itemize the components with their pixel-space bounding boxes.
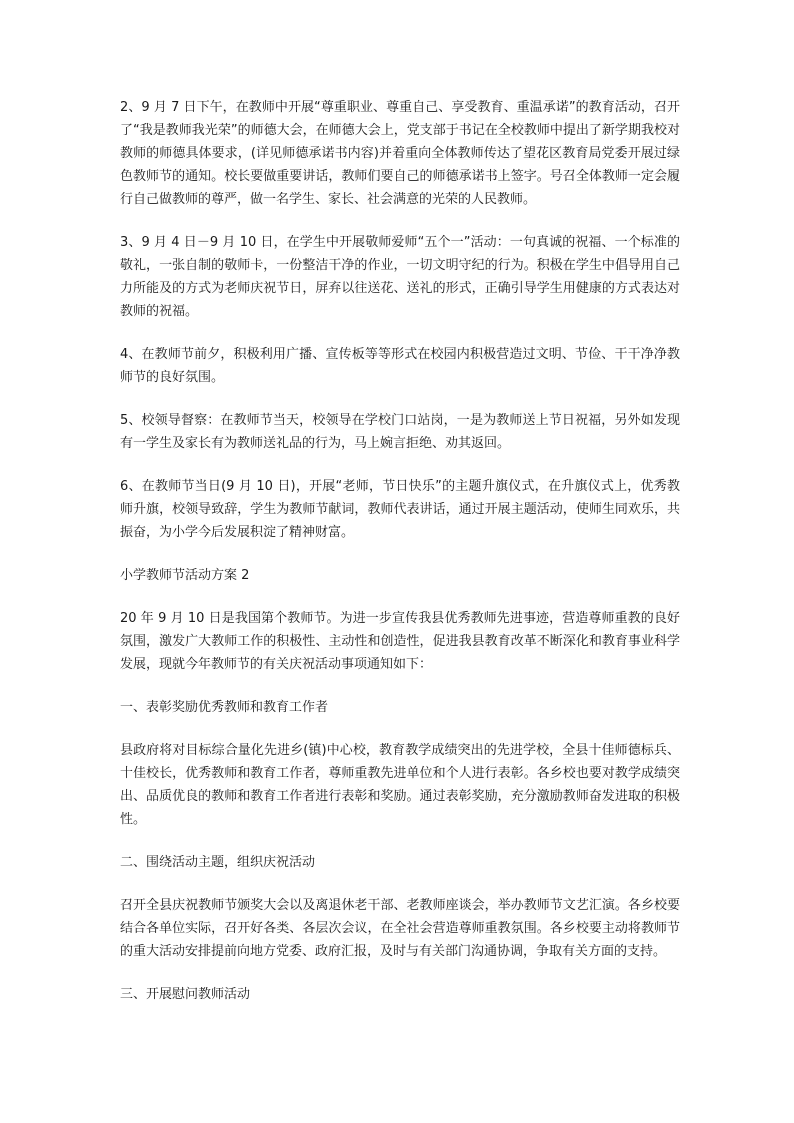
paragraph-item-6: 6、在教师节当日(9 月 10 日)，开展“老师，节日快乐”的主题升旗仪式，在升旗仪式上，优秀教师升旗，校领导致辞，学生为教师节献词，教师代表讲话，通过开展主题活动，使师生同欢乐，共振奋，为小学今后发展积淀了精神财富。 — [120, 479, 680, 540]
paragraph-intro: 20 年 9 月 10 日是我国第个教师节。为进一步宣传我县优秀教师先进事迹，营造尊师重教的良好氛围，激发广大教师工作的积极性、主动性和创造性，促进我县教育改革不断深化和教育事业科学发展，现就今年教师节的有关庆祝活动事项通知如下： — [120, 611, 680, 672]
paragraph-item-3: 3、9 月 4 日－9 月 10 日，在学生中开展敬师爱师“五个一”活动：一句真诚的祝福、一个标准的敬礼，一张自制的敬师卡，一份整洁干净的作业，一切文明守纪的行为。积极在学生中倡导用自己力所能及的方式为老师庆祝节日，屏弃以往送花、送礼的形式，正确引导学生用健康的方式表达对教师的祝福。 — [120, 235, 680, 319]
section-heading-1: 一、表彰奖励优秀教师和教育工作者 — [120, 700, 329, 715]
paragraph-section-2: 召开全县庆祝教师节颁奖大会以及离退休老干部、老教师座谈会，举办教师节文艺汇演。各乡校要结合各单位实际，召开好各类、各层次会议，在全社会营造尊师重教氛围。各乡校要主动将教师节的重大活动安排提前向地方党委、政府汇报，及时与有关部门沟通协调，争取有关方面的支持。 — [120, 898, 680, 959]
section-heading-2: 二、围绕活动主题，组织庆祝活动 — [120, 855, 316, 870]
paragraph-item-2: 2、9 月 7 日下午，在教师中开展“尊重职业、尊重自己、享受教育、重温承诺”的教育活动，召开了“我是教师我光荣”的师德大会，在师德大会上，党支部于书记在全校教师中提出了新学期我校对教师的师德具体要求，(详见师德承诺书内容)并着重向全体教师传达了望花区教育局党委开展过绿色教师节的通知。校长要做重要讲话，教师们要自己的师德承诺书上签字。号召全体教师一定会履行自己做教师的尊严，做一名学生、家长、社会满意的光荣的人民教师。 — [120, 100, 680, 207]
section-title-plan-2: 小学教师节活动方案 2 — [120, 568, 250, 583]
paragraph-item-4: 4、在教师节前夕，积极利用广播、宣传板等等形式在校园内积极营造过文明、节俭、干干净净教师节的良好氛围。 — [120, 347, 680, 385]
section-heading-3: 三、开展慰问教师活动 — [120, 987, 251, 1002]
document-page — [120, 96, 680, 1026]
paragraph-section-1: 县政府将对目标综合量化先进乡(镇)中心校，教育教学成绩突出的先进学校，全县十佳师德标兵、十佳校长，优秀教师和教育工作者，尊师重教先进单位和个人进行表彰。各乡校也要对教学成绩突出、品质优良的教师和教育工作者进行表彰和奖励。通过表彰奖励，充分激励教师奋发进取的积极性。 — [120, 743, 680, 827]
paragraph-item-5: 5、校领导督察：在教师节当天，校领导在学校门口站岗，一是为教师送上节日祝福，另外如发现有一学生及家长有为教师送礼品的行为，马上婉言拒绝、劝其返回。 — [120, 413, 680, 451]
